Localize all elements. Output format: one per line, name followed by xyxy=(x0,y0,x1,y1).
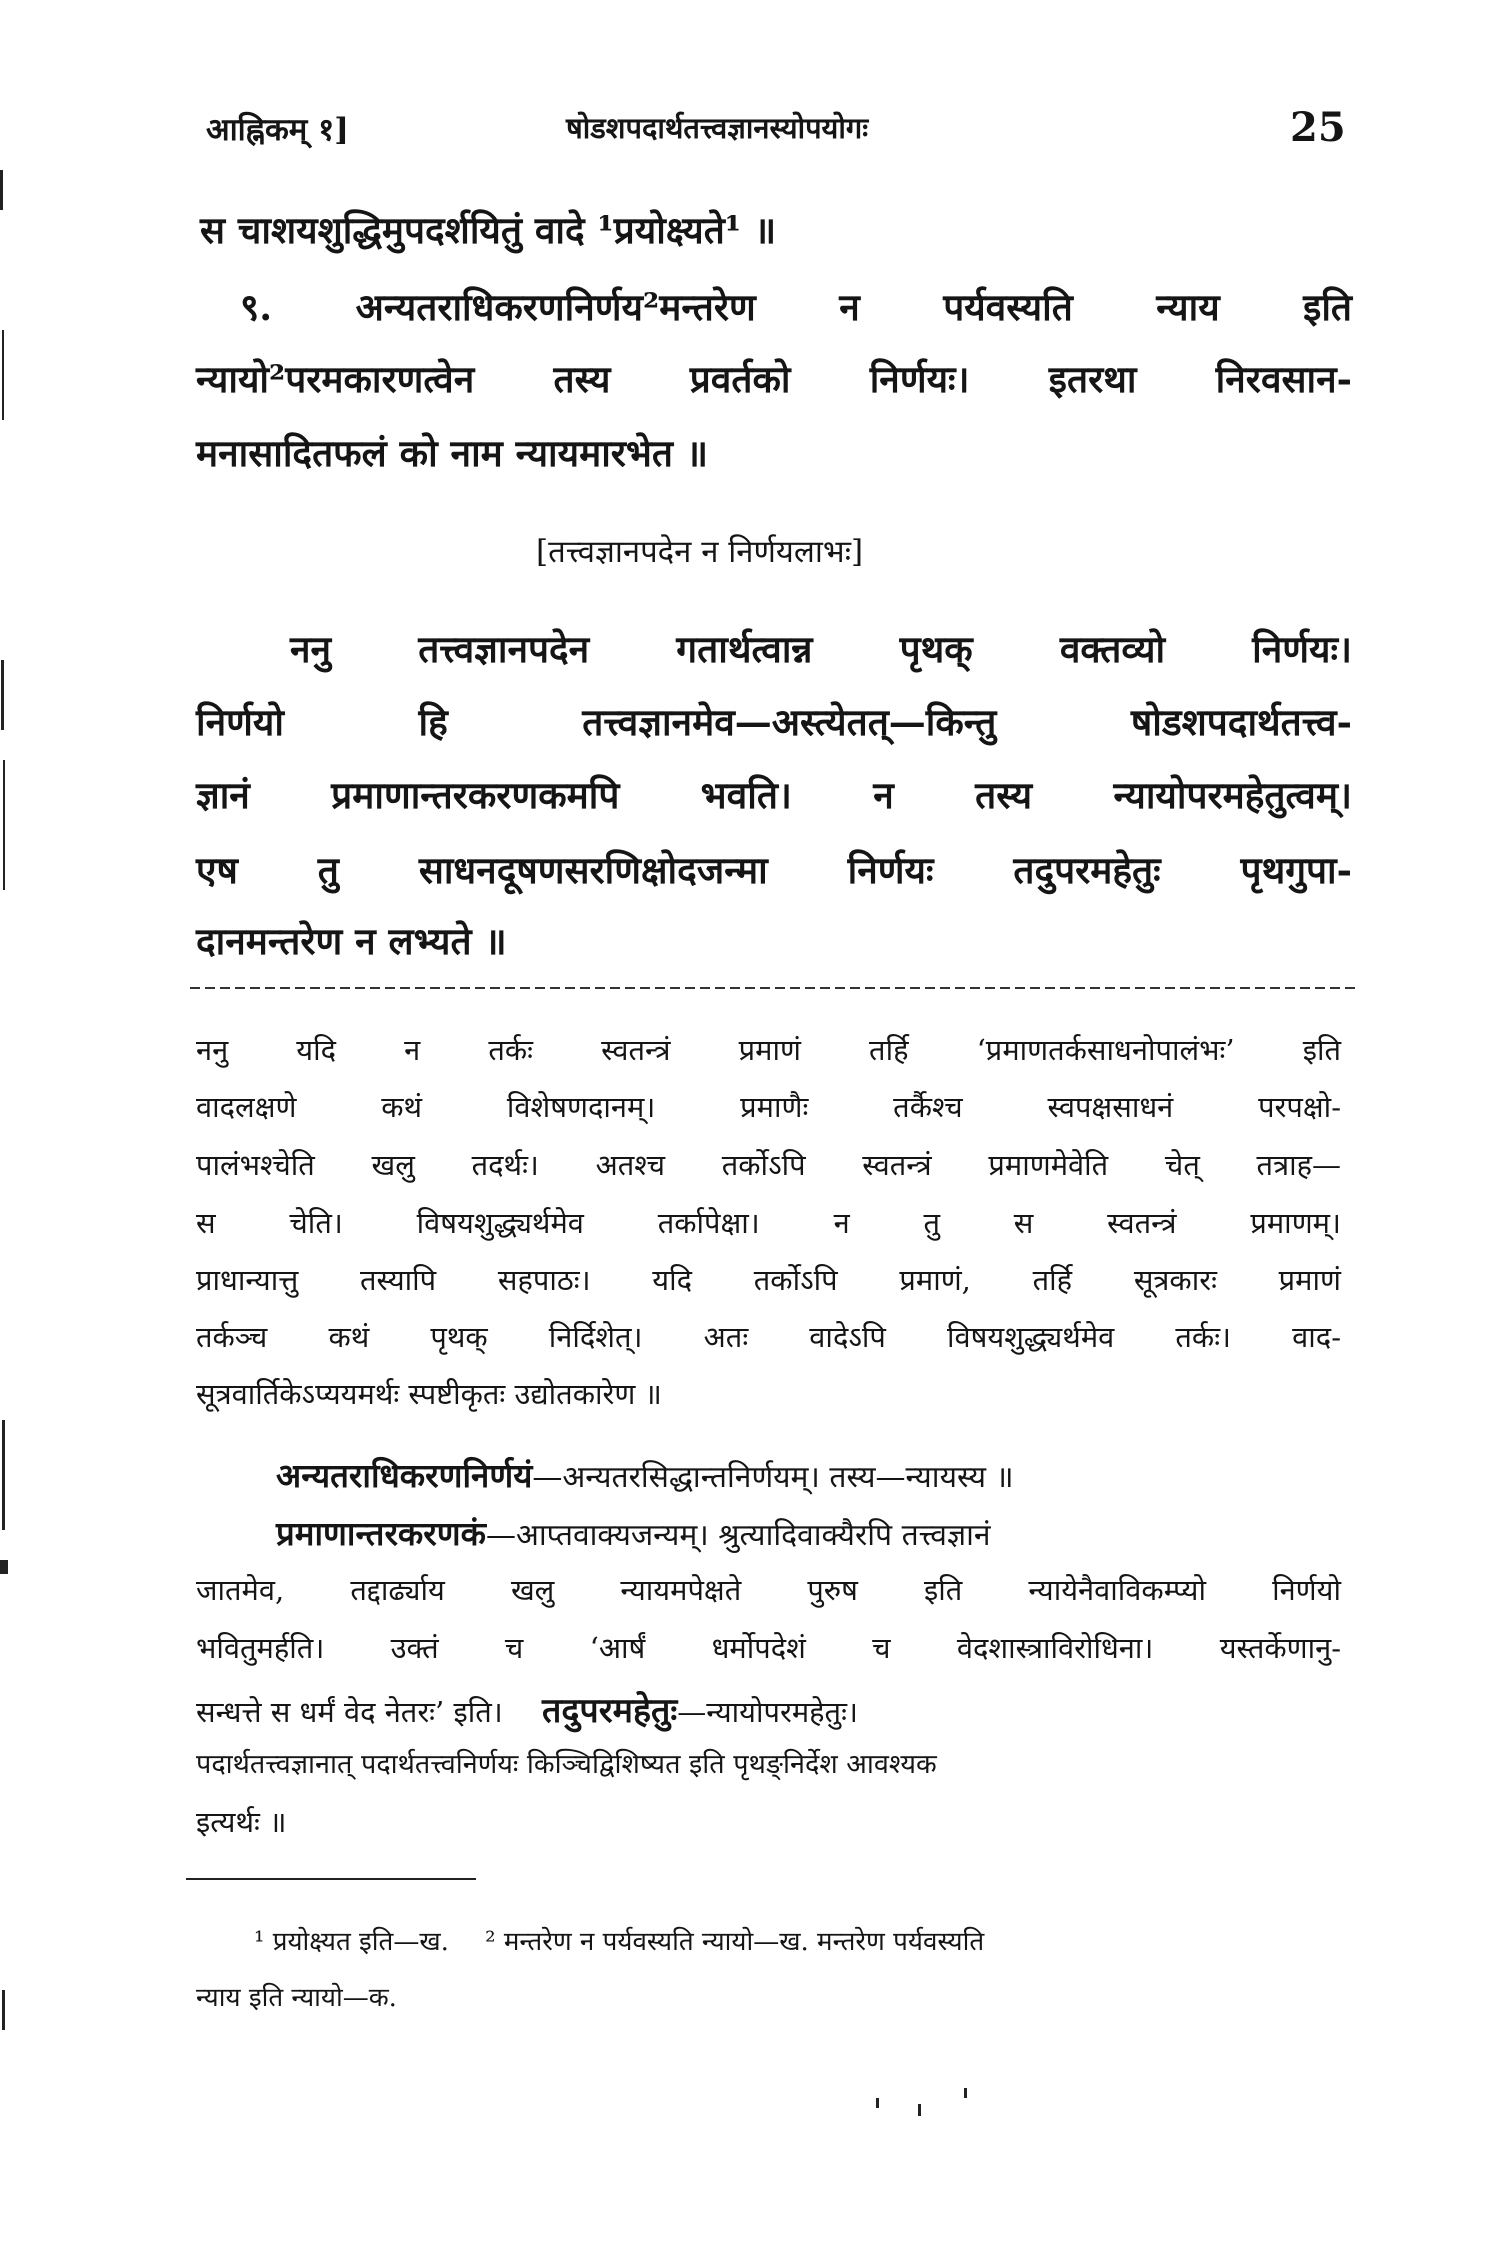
binding-edge-mark xyxy=(0,170,3,210)
commentary-line: तर्कञ्च कथं पृथक् निर्दिशेत्। अतः वादेऽपि विषयशुद्ध्यर्थमेव तर्कः। वाद- xyxy=(196,1320,1341,1354)
header-title: षोडशपदार्थतत्त्वज्ञानस्योपयोगः xyxy=(566,111,869,145)
gloss-term: प्रमाणान्तरकरणकं xyxy=(276,1514,486,1553)
binding-edge-mark xyxy=(2,1420,5,1530)
commentary-line: सूत्रवार्तिकेऽप्ययमर्थः स्पष्टीकृतः उद्योतकारेण ॥ xyxy=(196,1377,662,1411)
commentary-lemma: स चेति। विषयशुद्ध्यर्थमेव तर्कापेक्षा। न तु स स्वतन्त्रं प्रमाणम्। xyxy=(196,1206,1341,1240)
main-text-line: न्यायो²परमकारणत्वेन तस्य प्रवर्तको निर्णयः। इतरथा निरवसान- xyxy=(196,357,1352,401)
binding-edge-mark xyxy=(0,1560,8,1574)
main-text-line: ९. अन्यतराधिकरणनिर्णय²मन्तरेण न पर्यवस्यति न्याय इति xyxy=(240,285,1352,329)
commentary-line: पालंभश्चेति खलु तदर्थः। अतश्च तर्कोऽपि स्वतन्त्रं प्रमाणमेवेति चेत् तत्राह— xyxy=(196,1148,1341,1182)
footnote-line: न्याय इति न्यायो—क. xyxy=(196,1983,397,2013)
footnote-2: ² मन्तरेण न पर्यवस्यति न्यायो—ख. मन्तरेण पर्यवस्यति xyxy=(485,1927,985,1957)
main-text-line: स चाशयशुद्धिमुपदर्शयितुं वादे ¹प्रयोक्ष्यते¹ ॥ xyxy=(200,208,777,252)
gloss-line: भवितुमर्हति। उक्तं च ‘आर्षं धर्मोपदेशं च वेदशास्त्राविरोधिना। यस्तर्केणानु- xyxy=(196,1631,1341,1665)
main-text-line: ननु तत्त्वज्ञानपदेन गतार्थत्वान्न पृथक् वक्तव्यो निर्णयः। xyxy=(290,627,1352,671)
commentary-line: ननु यदि न तर्कः स्वतन्त्रं प्रमाणं तर्हि ‘प्रमाणतर्कसाधनोपालंभः’ इति xyxy=(196,1033,1341,1067)
page-number: 25 xyxy=(1290,104,1346,151)
main-text-line: एष तु साधनदूषणसरणिक्षोदजन्मा निर्णयः तदुपरमहेतुः पृथगुपा- xyxy=(196,848,1352,892)
gloss-term: अन्यतराधिकरणनिर्णयं xyxy=(276,1456,533,1495)
main-text-line: ज्ञानं प्रमाणान्तरकरणकमपि भवति। न तस्य न्यायोपरमहेतुत्वम्। xyxy=(196,773,1352,817)
gloss-line xyxy=(276,1510,991,1555)
gloss-line xyxy=(196,1686,858,1732)
print-speck xyxy=(876,2098,879,2108)
footnote-line xyxy=(254,1922,984,1958)
header-section-label: आह्निकम् १] xyxy=(206,112,349,148)
commentary-separator xyxy=(190,982,1360,994)
main-text-line: निर्णयो हि तत्त्वज्ञानमेव—अस्त्येतत्—किन्तु षोडशपदार्थतत्त्व- xyxy=(196,700,1352,744)
main-text-line: मनासादितफलं को नाम न्यायमारभेत ॥ xyxy=(196,431,709,475)
commentary-line xyxy=(196,1203,1341,1242)
gloss-line: पदार्थतत्त्वज्ञानात् पदार्थतत्त्वनिर्णयः किञ्चिद्विशिष्यत इति पृथङ्निर्देश आवश्यक xyxy=(196,1749,937,1780)
gloss-line: इत्यर्थः ॥ xyxy=(196,1805,287,1839)
binding-edge-mark xyxy=(1,660,4,730)
commentary-line: वादलक्षणे कथं विशेषणदानम्। प्रमाणैः तर्कैश्च स्वपक्षसाधनं परपक्षो- xyxy=(196,1090,1341,1124)
binding-edge-mark xyxy=(2,1990,5,2030)
footnote-1: ¹ प्रयोक्ष्यत इति—ख. xyxy=(254,1927,449,1957)
gloss-line xyxy=(276,1452,1014,1497)
main-text-line: दानमन्तरेण न लभ्यते ॥ xyxy=(196,919,507,963)
print-speck xyxy=(964,2088,967,2098)
section-heading: [तत्त्वज्ञानपदेन न निर्णयलाभः] xyxy=(536,534,864,570)
gloss-text: —न्यायोपरमहेतुः। xyxy=(677,1695,858,1729)
print-speck xyxy=(918,2104,921,2116)
gloss-term: तदुपरमहेतुः xyxy=(541,1691,678,1731)
gloss-text: —अन्यतरसिद्धान्तनिर्णयम्। तस्य—न्यायस्य ॥ xyxy=(532,1460,1014,1495)
gloss-line: जातमेव, तद्दार्ढ्याय खलु न्यायमपेक्षते पुरुष इति न्यायेनैवाविकम्प्यो निर्णयो xyxy=(196,1573,1341,1607)
footnote-rule xyxy=(186,1878,476,1880)
gloss-text: —आप्तवाक्यजन्यम्। श्रुत्यादिवाक्यैरपि तत्त्वज्ञानं xyxy=(485,1518,991,1553)
binding-edge-mark xyxy=(3,760,5,890)
commentary-line: प्राधान्यात्तु तस्यापि सहपाठः। यदि तर्कोऽपि प्रमाणं, तर्हि सूत्रकारः प्रमाणं xyxy=(196,1263,1341,1297)
binding-edge-mark xyxy=(2,330,4,420)
gloss-text: सन्धत्ते स धर्मं वेद नेतरः’ इति। xyxy=(196,1695,503,1729)
